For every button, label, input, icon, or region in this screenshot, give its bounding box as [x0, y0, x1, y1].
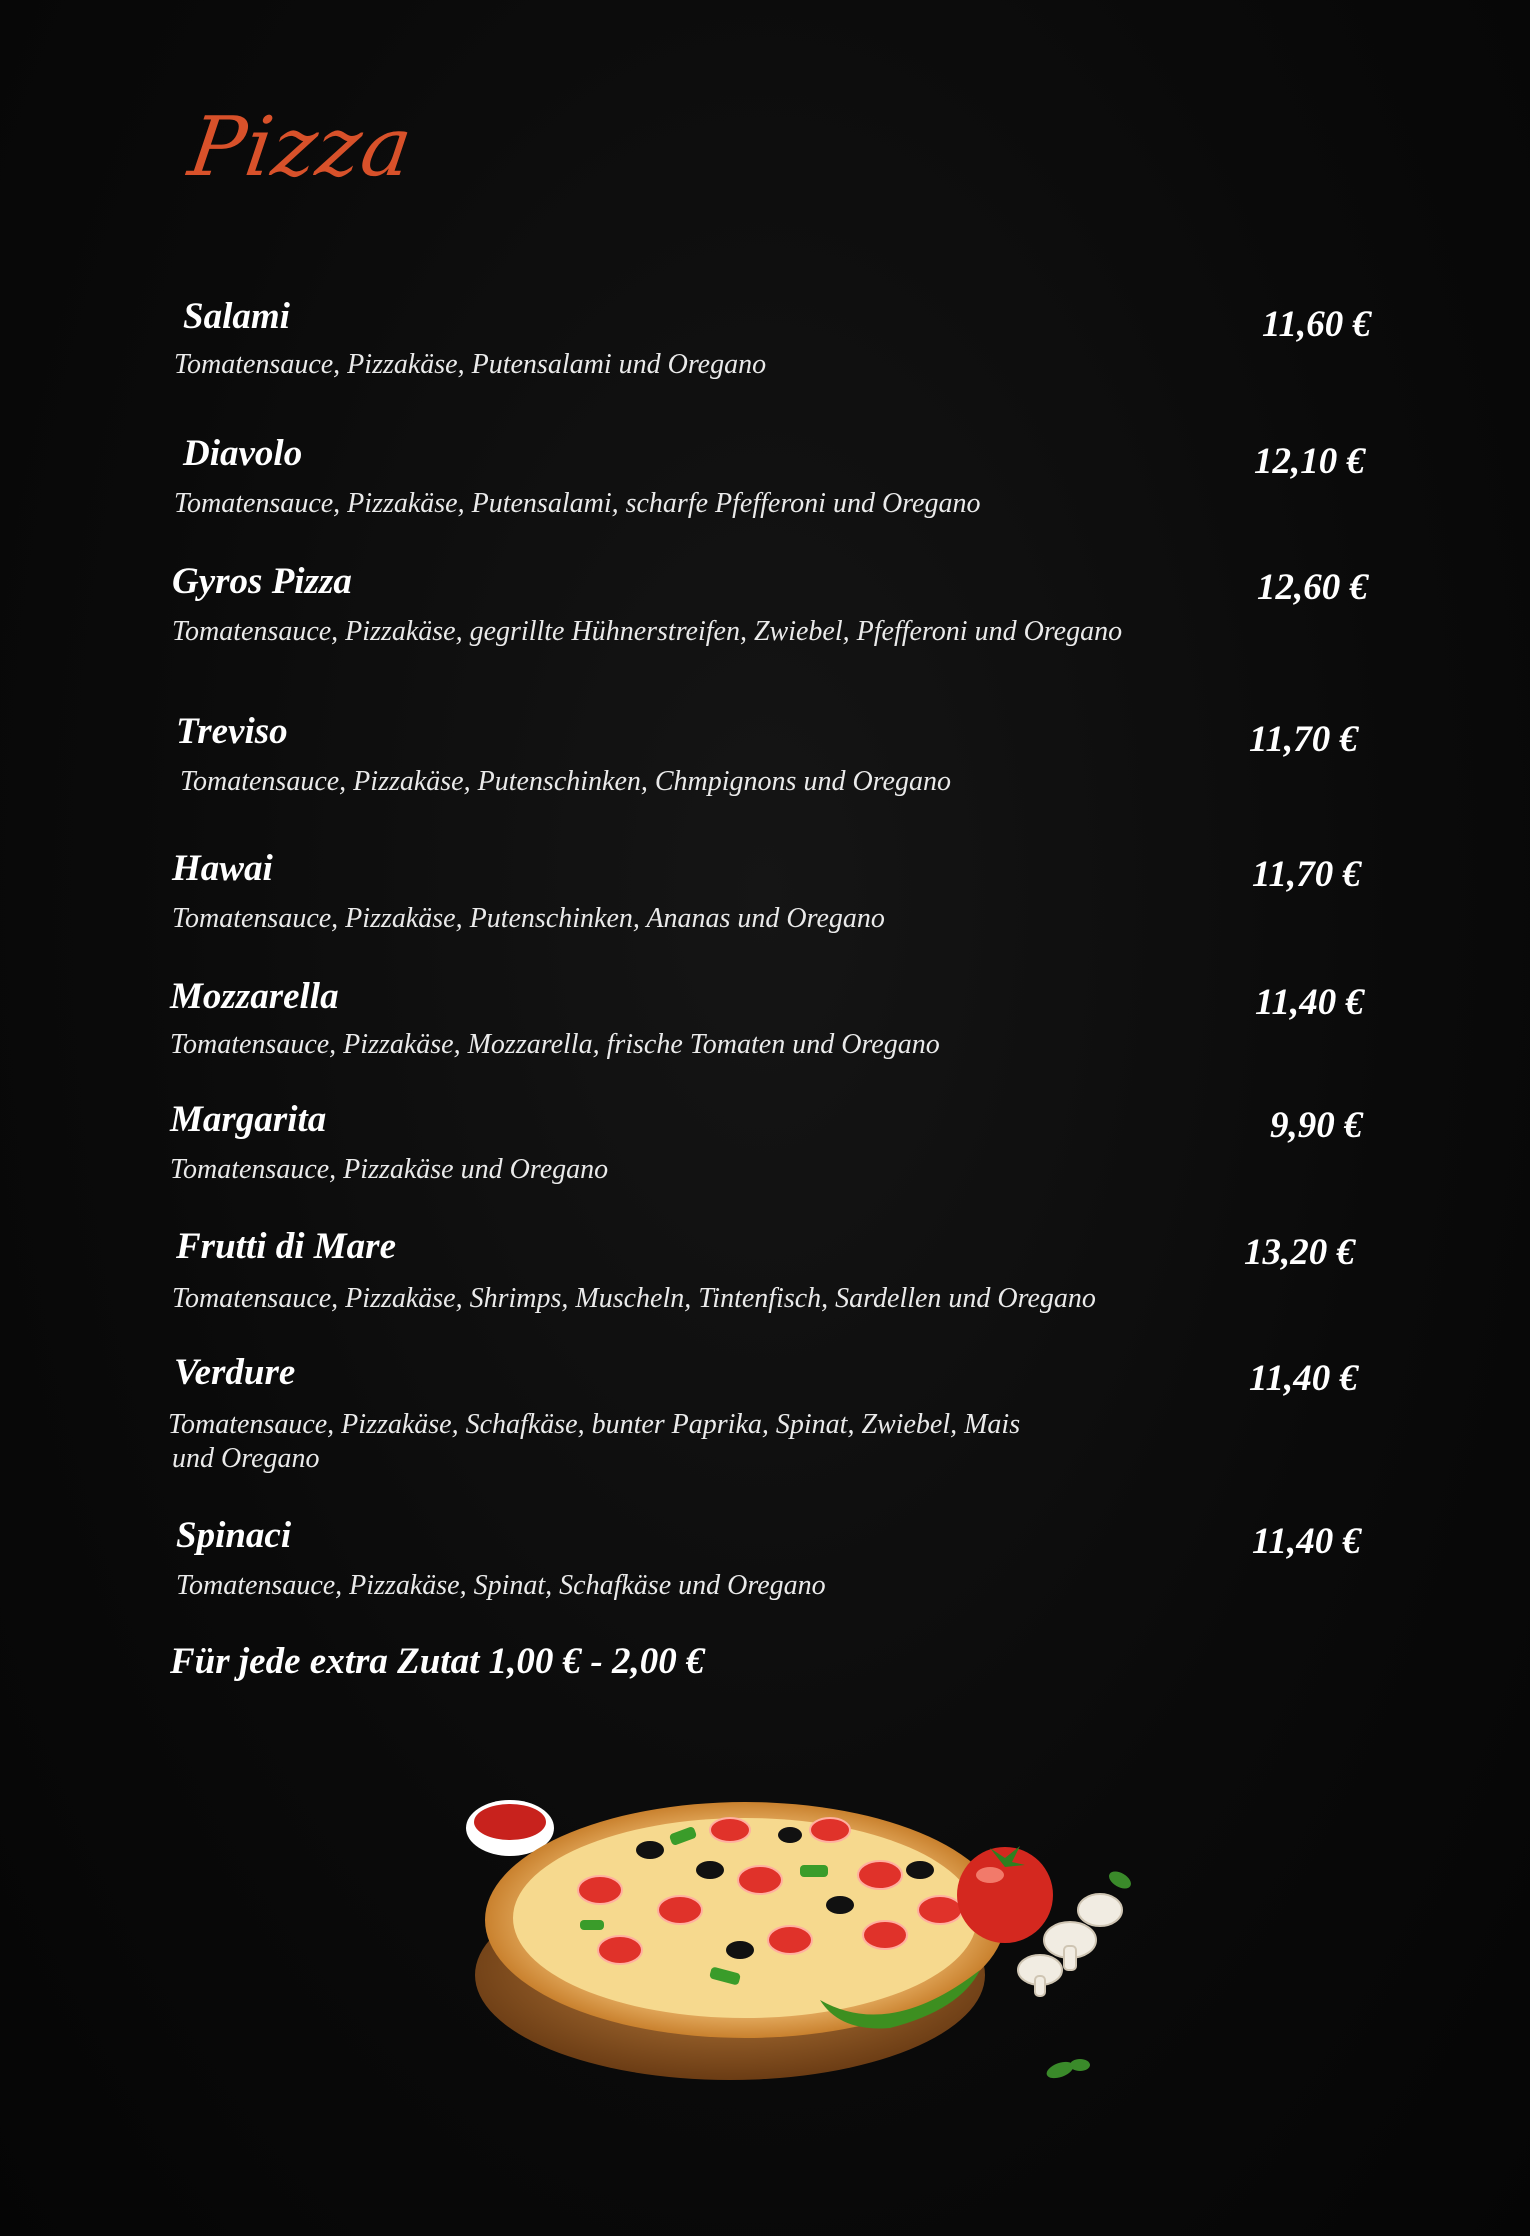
- menu-item-salami: [0, 295, 1530, 405]
- menu-item-spinaci: [0, 1514, 1530, 1624]
- item-price: 12,10 €: [1254, 441, 1365, 482]
- item-name: Hawai: [172, 848, 273, 889]
- item-description: Tomatensauce, Pizzakäse, Putenschinken, Chmpignons und Oregano: [180, 766, 951, 797]
- menu-item-mozzarella: [0, 975, 1530, 1085]
- item-price: 13,20 €: [1244, 1232, 1355, 1273]
- item-description: Tomatensauce, Pizzakäse, gegrillte Hühnerstreifen, Zwiebel, Pfefferoni und Oregano: [172, 616, 1123, 647]
- item-description: Tomatensauce, Pizzakäse, Shrimps, Muscheln, Tintenfisch, Sardellen und Oregano: [172, 1283, 1096, 1314]
- item-price: 9,90 €: [1270, 1105, 1363, 1146]
- menu-title: Pizza: [183, 100, 419, 195]
- extra-topping-note: Für jede extra Zutat 1,00 € - 2,00 €: [170, 1641, 705, 1682]
- item-description: Tomatensauce, Pizzakäse, Spinat, Schafkäse und Oregano: [176, 1570, 826, 1601]
- menu-item-gyros-pizza: [0, 560, 1530, 670]
- item-name: Spinaci: [176, 1515, 292, 1556]
- item-price: 11,70 €: [1249, 719, 1358, 760]
- item-description: Tomatensauce, Pizzakäse, Putensalami und Oregano: [174, 349, 767, 380]
- item-price: 11,60 €: [1262, 304, 1371, 345]
- item-description: Tomatensauce, Pizzakäse und Oregano: [170, 1154, 609, 1185]
- item-price: 11,40 €: [1249, 1358, 1358, 1399]
- item-name: Mozzarella: [170, 976, 339, 1017]
- pizza-illustration: [460, 1770, 1160, 2100]
- menu-item-frutti-di-mare: [0, 1225, 1530, 1335]
- menu-item-margarita: [0, 1098, 1530, 1208]
- item-name: Salami: [183, 296, 290, 337]
- item-description: Tomatensauce, Pizzakäse, Putenschinken, Ananas und Oregano: [172, 903, 885, 934]
- item-price: 11,40 €: [1255, 982, 1364, 1023]
- item-price: 11,40 €: [1252, 1521, 1361, 1562]
- menu-item-hawai: [0, 847, 1530, 957]
- item-description: Tomatensauce, Pizzakäse, Mozzarella, frische Tomaten und Oregano: [170, 1029, 940, 1060]
- item-description-line2: und Oregano: [172, 1443, 320, 1474]
- menu-item-treviso: [0, 710, 1530, 820]
- item-name: Gyros Pizza: [172, 561, 352, 602]
- item-description: Tomatensauce, Pizzakäse, Schafkäse, bunter Paprika, Spinat, Zwiebel, Mais: [168, 1409, 1021, 1440]
- item-description: Tomatensauce, Pizzakäse, Putensalami, scharfe Pfefferoni und Oregano: [174, 488, 981, 519]
- item-name: Verdure: [174, 1352, 296, 1393]
- item-name: Treviso: [176, 711, 288, 752]
- item-name: Diavolo: [183, 433, 303, 474]
- item-name: Frutti di Mare: [176, 1226, 396, 1267]
- item-price: 11,70 €: [1252, 854, 1361, 895]
- item-name: Margarita: [170, 1099, 327, 1140]
- menu-item-diavolo: [0, 432, 1530, 542]
- menu-item-verdure: [0, 1351, 1530, 1481]
- item-price: 12,60 €: [1257, 567, 1368, 608]
